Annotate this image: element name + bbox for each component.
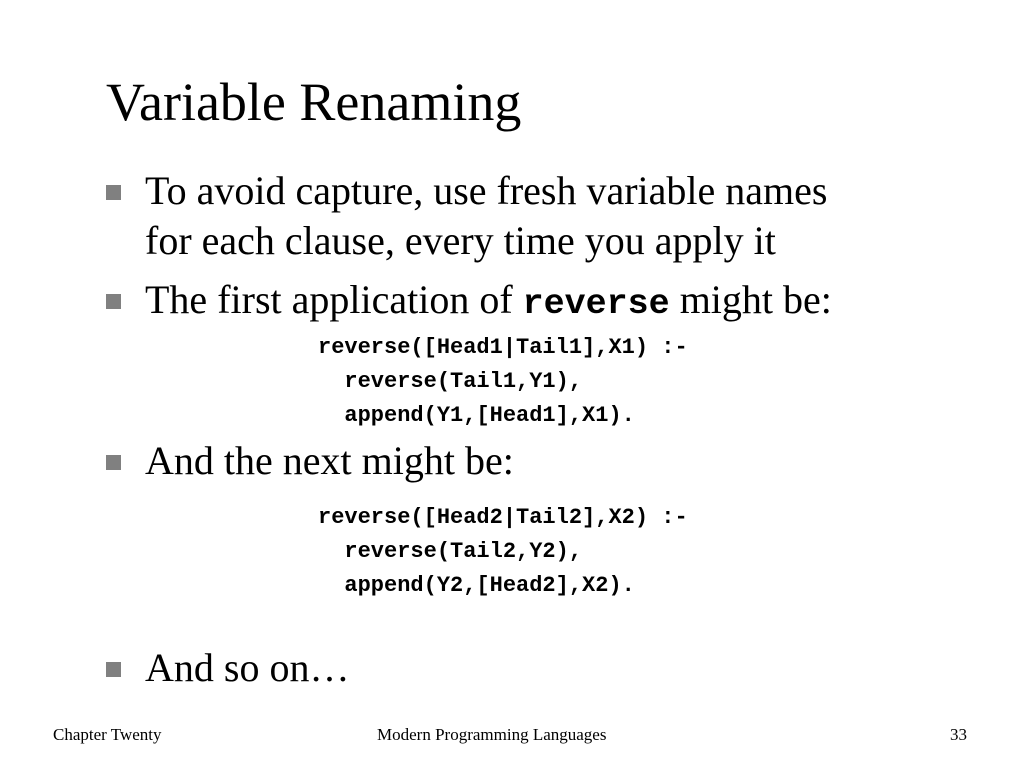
bullet-text: And so on…: [145, 645, 350, 690]
footer-page-number: 33: [950, 725, 967, 744]
bullet-text: [145, 166, 827, 266]
footer-chapter: Chapter Twenty: [53, 725, 162, 744]
code-line: append(Y2,[Head2],X2).: [318, 573, 635, 598]
code-line: reverse([Head2|Tail2],X2) :-: [318, 505, 688, 530]
code-block: [318, 501, 688, 603]
code-line: append(Y1,[Head1],X1).: [318, 403, 635, 428]
square-bullet-icon: [106, 185, 121, 200]
code-line: reverse([Head1|Tail1],X1) :-: [318, 335, 688, 360]
bullet-text-before: The first application of: [145, 277, 523, 322]
bullet-text-after: might be:: [669, 277, 832, 322]
square-bullet-icon: [106, 662, 121, 677]
inline-code-reverse: reverse: [522, 284, 670, 324]
slide-title: Variable Renaming: [106, 72, 522, 132]
bullet-text: [145, 275, 832, 329]
square-bullet-icon: [106, 455, 121, 470]
code-block: [318, 331, 688, 433]
bullet-line: To avoid capture, use fresh variable names: [145, 168, 828, 213]
footer-course-title: Modern Programming Languages: [377, 725, 607, 744]
bullet-text: And the next might be:: [145, 438, 514, 483]
bullet-line: for each clause, every time you apply it: [145, 218, 776, 263]
square-bullet-icon: [106, 294, 121, 309]
code-line: reverse(Tail1,Y1),: [318, 369, 583, 394]
code-line: reverse(Tail2,Y2),: [318, 539, 583, 564]
